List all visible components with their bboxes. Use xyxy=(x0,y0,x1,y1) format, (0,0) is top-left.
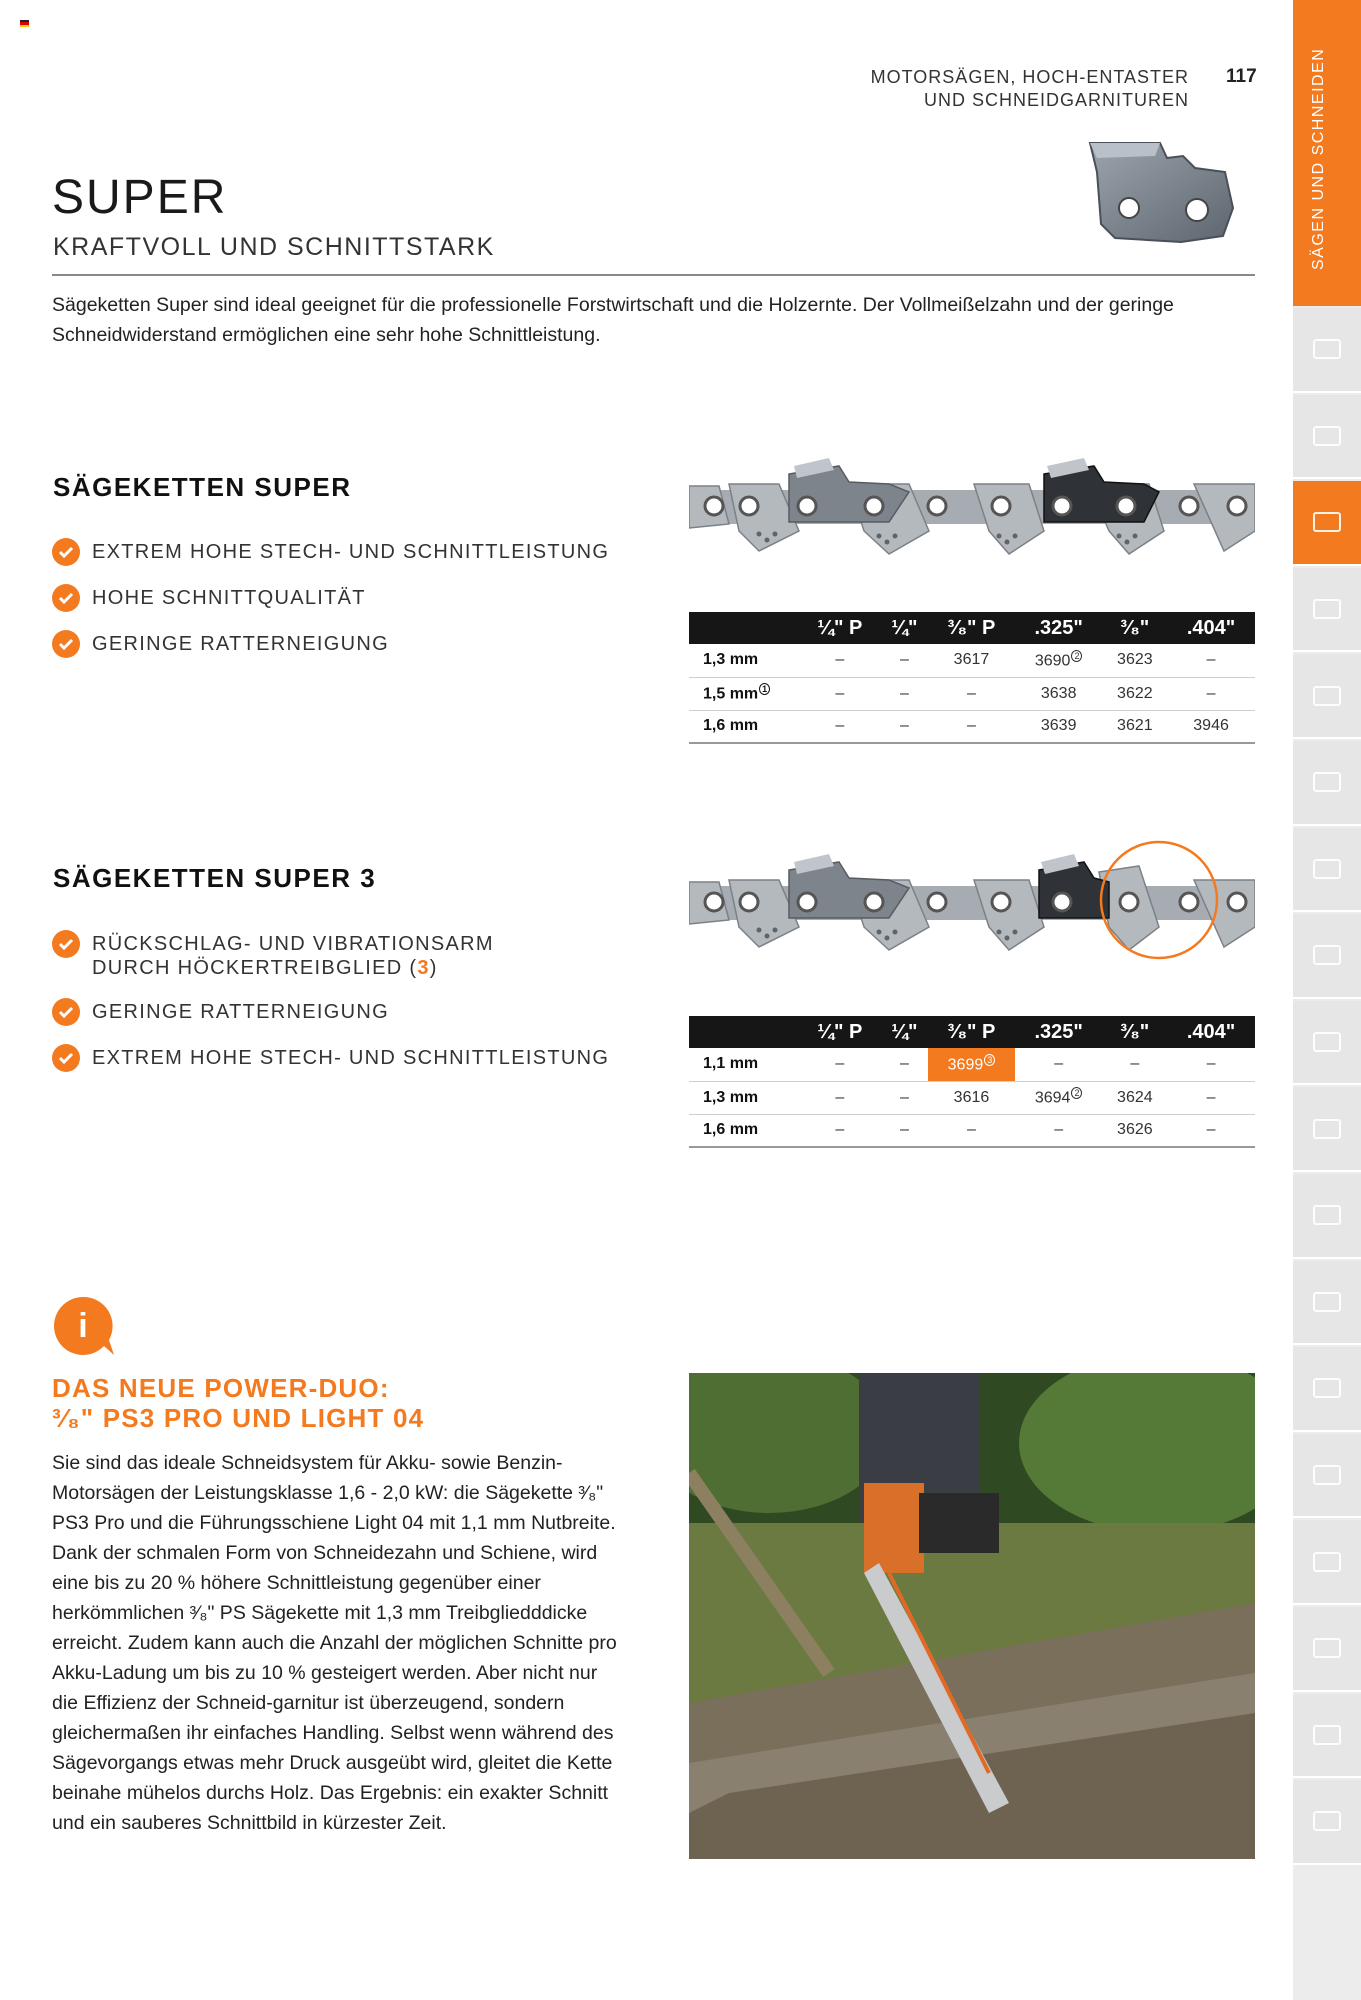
feature-item xyxy=(52,932,609,980)
jacket-icon xyxy=(1313,1638,1341,1658)
table-cell: – xyxy=(881,1048,928,1081)
table-row xyxy=(689,677,1255,710)
power-duo-title: DAS NEUE POWER-DUO: ³⁄₈" PS3 PRO UND LIGHT 04 xyxy=(52,1373,425,1433)
feature-item xyxy=(52,586,609,612)
table-cell: – xyxy=(799,1081,881,1114)
feature-item xyxy=(52,632,609,658)
feature-item xyxy=(52,1000,609,1026)
table-cell: 3623 xyxy=(1103,644,1168,677)
battery-icon xyxy=(1313,426,1341,446)
column-header: ³⁄₈" P xyxy=(928,612,1015,644)
row-label: 1,6 mm xyxy=(689,710,799,743)
section-title-super3: SÄGEKETTEN SUPER 3 xyxy=(53,863,377,893)
table-cell: 3946 xyxy=(1167,710,1255,743)
check-icon xyxy=(52,930,80,958)
sidebar-tab-battery[interactable] xyxy=(1293,308,1361,393)
table-cell: – xyxy=(799,644,881,677)
feature-text: EXTREM HOHE STECH- UND SCHNITTLEISTUNG xyxy=(92,541,610,563)
table-cell: – xyxy=(1015,1048,1103,1081)
trimmer-icon xyxy=(1313,686,1341,706)
table-cell: – xyxy=(1167,644,1255,677)
check-icon xyxy=(52,630,80,658)
saw-chain-super-image xyxy=(689,456,1255,556)
page-number: 117 xyxy=(1226,66,1257,87)
battery-icon xyxy=(1313,339,1341,359)
table-cell: 3638 xyxy=(1015,677,1103,710)
table-cell: – xyxy=(799,1048,881,1081)
footnote-marker: 2 xyxy=(1071,650,1082,662)
sidebar-tab-shirt[interactable] xyxy=(1293,1780,1361,1865)
table-cell-highlighted: 3699 $^3$ xyxy=(928,1048,1015,1081)
sidebar-tab-jacket[interactable] xyxy=(1293,1607,1361,1692)
table-cell: – xyxy=(1015,1114,1103,1147)
check-icon xyxy=(52,1044,80,1072)
table-cell: – xyxy=(1167,1048,1255,1081)
table-row xyxy=(689,1114,1255,1147)
table-row xyxy=(689,644,1255,677)
blower-icon xyxy=(1313,772,1341,792)
table-row xyxy=(689,710,1255,743)
table-cell: 3617 xyxy=(928,644,1015,677)
sidebar-tab-lawnmower[interactable] xyxy=(1293,828,1361,913)
footnote-marker: 3 xyxy=(984,1054,995,1066)
cultivator-icon xyxy=(1313,1032,1341,1052)
table-cell: 3622 xyxy=(1103,677,1168,710)
sidebar-tab-chainsaw[interactable] xyxy=(1293,481,1361,566)
sidebar-tab-earth-auger[interactable] xyxy=(1293,1087,1361,1172)
column-header: .325" xyxy=(1015,1016,1103,1048)
sidebar-tab-chipper[interactable] xyxy=(1293,1347,1361,1432)
sidebar-tab-blower[interactable] xyxy=(1293,741,1361,826)
table-cell: 3690 $^2$ xyxy=(1015,644,1103,677)
table-header-row xyxy=(689,1016,1255,1048)
table-cell: – xyxy=(881,1081,928,1114)
feature-text: GERINGE RATTERNEIGUNG xyxy=(92,1001,389,1023)
column-header: ¼" P xyxy=(799,1016,881,1048)
table-cell: 3624 xyxy=(1103,1081,1168,1114)
sidebar-tab-axe[interactable] xyxy=(1293,1694,1361,1779)
feature-text: HOHE SCHNITTQUALITÄT xyxy=(92,587,366,609)
spec-table-super xyxy=(689,612,1255,744)
intro-text: Sägeketten Super sind ideal geeignet für die professionelle Forstwirtschaft und die Holzernte. Der Vollmeißelzahn und der geringe Schneidwiderstand ermöglichen eine sehr hohe Schnittleistung. xyxy=(52,294,1174,346)
phone-icon xyxy=(1313,1465,1341,1485)
table-cell: – xyxy=(799,677,881,710)
column-header: ¼" P xyxy=(799,612,881,644)
lawnmower-icon xyxy=(1313,859,1341,879)
sidebar-tab-battery[interactable] xyxy=(1293,395,1361,480)
column-header: ³⁄₈" xyxy=(1103,612,1168,644)
page-subtitle: KRAFTVOLL UND SCHNITTSTARK xyxy=(53,233,495,261)
sidebar-chapter-label: SÄGEN UND SCHNEIDEN xyxy=(1310,47,1327,270)
sprayer-icon xyxy=(1313,1205,1341,1225)
row-label: 1,3 mm xyxy=(689,644,799,677)
row-label: 1,3 mm xyxy=(689,1081,799,1114)
column-header: .404" xyxy=(1167,1016,1255,1048)
chapter-header-line2: UND SCHNEIDGARNITUREN xyxy=(923,90,1189,110)
chainsaw-cutting-photo xyxy=(689,1373,1255,1859)
earth-auger-icon xyxy=(1313,1119,1341,1139)
check-icon xyxy=(52,584,80,612)
sidebar-tab-phone[interactable] xyxy=(1293,1434,1361,1519)
sidebar-tab-book[interactable] xyxy=(1293,1520,1361,1605)
table-cell: – xyxy=(928,677,1015,710)
chapter-header xyxy=(871,66,1189,112)
table-cell: – xyxy=(881,644,928,677)
title-divider xyxy=(52,274,1255,276)
spec-table-super3 xyxy=(689,1016,1255,1148)
sidebar-tab-trimmer[interactable] xyxy=(1293,654,1361,739)
brushcutter-icon xyxy=(1313,945,1341,965)
feature-list-super3 xyxy=(52,932,609,1092)
table-cell: 3694 $^2$ xyxy=(1015,1081,1103,1114)
table-cell: 3621 xyxy=(1103,710,1168,743)
table-row xyxy=(689,1081,1255,1114)
chipper-icon xyxy=(1313,1378,1341,1398)
column-header: .404" xyxy=(1167,612,1255,644)
power-duo-text: Sie sind das ideale Schneidsystem für Akku- sowie Benzin-Motorsägen der Leistungsklasse 1,6 - 2,0 kW: die Sägekette ³⁄₈" PS3 Pro und die Führungsschiene Light 04 mit 1,1 mm Nutbreite. Dank der schmalen Form von Schneidezahn und Schiene, wird eine bis zu 20 % höhere Schnittleistung gegenüber einer herkömmlichen ³⁄₈" PS Sägekette mit 1,3 mm Treibgliedddicke erreicht. Zudem kann auch die Anzahl der möglichen Schnitte pro Akku-Ladung um bis zu 10 % gesteigert werden. Aber nicht nur die Effizienz der Schneid-garnitur ist überzeugend, sondern gleichermaßen ihr einfaches Handling. Selbst wenn während des Sägevorgangs etwas mehr Druck ausgeübt wird, gleitet die Kette beinahe mühelos durchs Holz. Das Ergebnis: ein exakter Schnitt und ein sauberes Schnittbild in kürzester Zeit. xyxy=(52,1452,617,1834)
section-title-super: SÄGEKETTEN SUPER xyxy=(53,472,352,502)
table-cell: – xyxy=(1167,677,1255,710)
row-label: 1,5 mm $^1$ xyxy=(689,677,799,710)
chapter-header-line1: MOTORSÄGEN, HOCH-ENTASTER xyxy=(870,67,1189,87)
table-corner xyxy=(689,612,799,644)
table-cell: – xyxy=(799,710,881,743)
axe-icon xyxy=(1313,1725,1341,1745)
feature-list-super xyxy=(52,540,609,678)
footnote-marker: 2 xyxy=(1071,1087,1082,1099)
table-cell: – xyxy=(928,1114,1015,1147)
check-icon xyxy=(52,538,80,566)
table-cell: – xyxy=(1167,1114,1255,1147)
table-row xyxy=(689,1048,1255,1081)
table-cell: – xyxy=(1103,1048,1168,1081)
cutter-tooth-image xyxy=(1085,138,1235,248)
column-header: .325" xyxy=(1015,612,1103,644)
check-icon xyxy=(52,998,80,1026)
sidebar-tab-brushcutter[interactable] xyxy=(1293,914,1361,999)
sidebar-tab-cultivator[interactable] xyxy=(1293,1001,1361,1086)
page-title: SUPER xyxy=(52,171,228,224)
table-cell: – xyxy=(881,710,928,743)
shirt-icon xyxy=(1313,1811,1341,1831)
table-cell: 3616 xyxy=(928,1081,1015,1114)
table-header-row xyxy=(689,612,1255,644)
highlight-number: 3 xyxy=(417,957,430,979)
column-header: ³⁄₈" P xyxy=(928,1016,1015,1048)
table-cell: – xyxy=(928,710,1015,743)
sidebar-tab-hedge-trimmer[interactable] xyxy=(1293,568,1361,653)
table-cell: 3639 xyxy=(1015,710,1103,743)
table-cell: – xyxy=(881,677,928,710)
svg-text:i: i xyxy=(78,1307,88,1345)
row-label: 1,1 mm xyxy=(689,1048,799,1081)
pole-pruner-icon xyxy=(1313,1292,1341,1312)
sidebar-tab-sprayer[interactable] xyxy=(1293,1174,1361,1259)
hedge-trimmer-icon xyxy=(1313,599,1341,619)
chainsaw-icon xyxy=(1313,512,1341,532)
feature-text: EXTREM HOHE STECH- UND SCHNITTLEISTUNG xyxy=(92,1047,610,1069)
feature-item xyxy=(52,540,609,566)
info-icon xyxy=(52,1295,114,1357)
feature-text: GERINGE RATTERNEIGUNG xyxy=(92,633,389,655)
saw-chain-super3-image xyxy=(689,840,1255,964)
footnote-marker: 1 xyxy=(759,683,770,695)
column-header: ³⁄₈" xyxy=(1103,1016,1168,1048)
row-label: 1,6 mm xyxy=(689,1114,799,1147)
column-header: ¼" xyxy=(881,612,928,644)
table-cell: – xyxy=(881,1114,928,1147)
table-cell: – xyxy=(799,1114,881,1147)
column-header: ¼" xyxy=(881,1016,928,1048)
table-cell: 3626 xyxy=(1103,1114,1168,1147)
book-icon xyxy=(1313,1552,1341,1572)
table-cell: – xyxy=(1167,1081,1255,1114)
flag-icon xyxy=(20,20,29,27)
table-corner xyxy=(689,1016,799,1048)
sidebar-tab-pole-pruner[interactable] xyxy=(1293,1261,1361,1346)
feature-item xyxy=(52,1046,609,1072)
feature-text: RÜCKSCHLAG- UND VIBRATIONSARM DURCH HÖCKERTREIBGLIED (3) xyxy=(92,933,494,979)
